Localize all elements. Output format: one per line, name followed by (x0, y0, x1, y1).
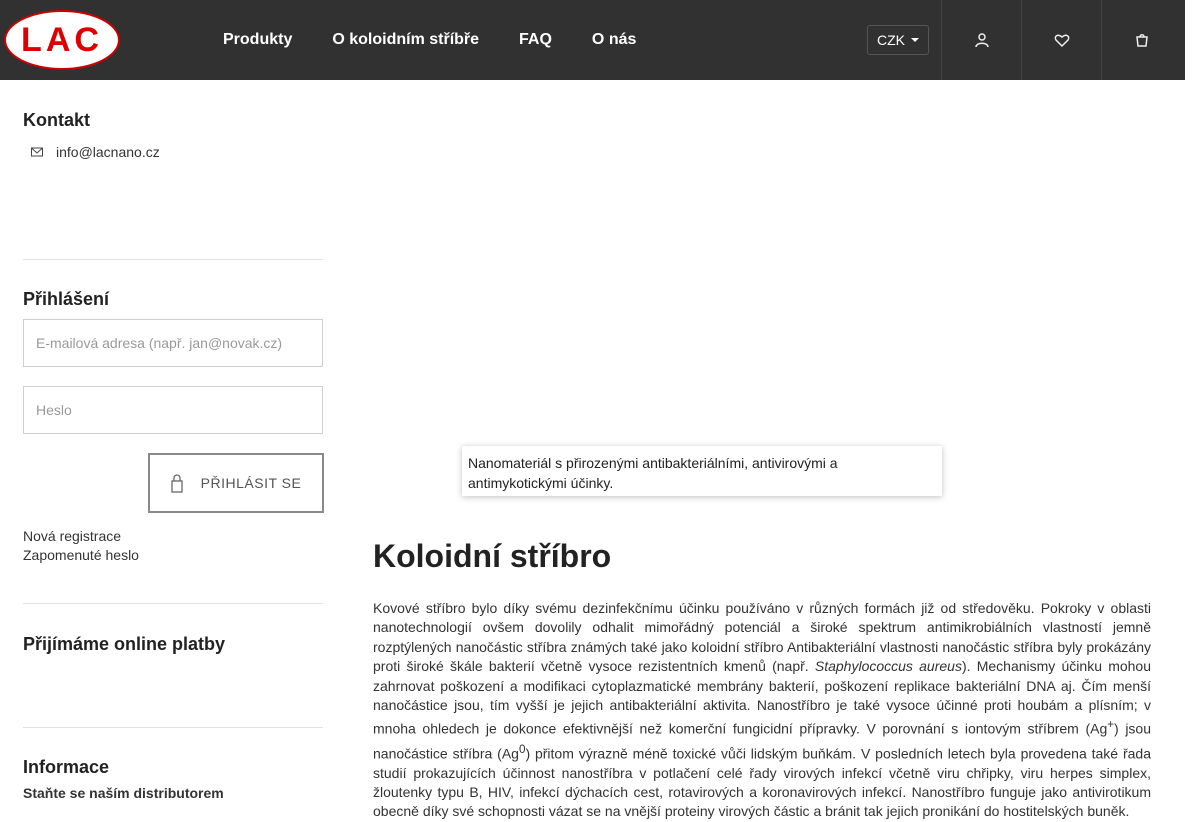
contact-email-row[interactable] (31, 144, 160, 160)
article-italic: Staphylococcus aureus (814, 658, 962, 675)
article-text: obecně díky své schopnosti vázat se na vnější proteiny virových částic a bránit tak jejich pronikání do hostitelských buněk. (373, 803, 1130, 820)
article-text: ) přitom výrazně méně toxické vůči lidským buňkám. V posledních letech byla provedena také řada studií prokazujících účinnost nanostříbra v potlačení celé řady virových infekcí včetně viru chřipky, viru herpes simplex, žloutenky typu B, HIV, infekcí dýchacích cest, rotavirových a koronavirových infekcí. Nanostříbro funguje jako antivirotikum (373, 745, 1151, 800)
cart-button[interactable] (1101, 0, 1181, 80)
nav-item-o-nas[interactable]: O nás (591, 31, 637, 48)
forgot-password-link[interactable]: Zapomenuté heslo (23, 547, 139, 563)
banner-caption: Nanomateriál s přirozenými antibakteriálními, antivirovými a antimykotickými účinky. (462, 446, 942, 496)
divider (23, 259, 323, 260)
cart-icon (1134, 32, 1150, 48)
site-header (0, 0, 1185, 80)
logo-text: LAC (21, 20, 103, 59)
password-field[interactable] (23, 386, 323, 434)
login-title: Přihlášení (23, 289, 110, 309)
nav-item-koloidni-stribro[interactable]: O koloidním stříbře (332, 31, 480, 48)
payments-title: Přijímáme online platby (23, 634, 226, 654)
chevron-down-icon (911, 38, 919, 42)
contact-email: info@lacnano.cz (56, 144, 160, 160)
currency-value: CZK (877, 32, 905, 48)
distributor-link[interactable]: Staňte se naším distributorem (23, 785, 224, 801)
article-text: ) jsou nanočástice stříbra (Ag (373, 721, 1151, 762)
article-text: ). Mechanismy účinku mohou zahrnovat poškození a modifikaci cytoplazmatické membrány bakterií, poškození replikace bakteriální DNA aj. Čím menší nanočástice jsou, tím vyšší je jejich antibakteriální aktivita. Nanostříbro je také vysoce účinné proti houbám a plísním; v mnoha ohledech je dokonce efektivnější než komerční fungicidní přípravky. V porovnání s iontovým stříbrem (Ag (373, 658, 1151, 738)
page-title: Koloidní stříbro (373, 538, 612, 574)
divider (23, 603, 323, 604)
lock-icon (171, 473, 183, 493)
login-button[interactable] (148, 453, 324, 513)
account-button[interactable] (941, 0, 1021, 80)
wishlist-button[interactable] (1021, 0, 1101, 80)
nav-item-produkty[interactable]: Produkty (223, 31, 293, 48)
currency-select[interactable] (867, 25, 929, 55)
main-nav (223, 0, 676, 80)
email-field[interactable] (23, 319, 323, 367)
contact-title: Kontakt (23, 110, 90, 130)
envelope-icon (31, 146, 43, 158)
heart-icon (1054, 32, 1070, 48)
divider (23, 727, 323, 728)
nav-item-faq[interactable]: FAQ (519, 31, 552, 48)
login-button-label: PŘIHLÁSIT SE (200, 475, 302, 491)
article-text: Kovové stříbro bylo díky svému dezinfekčnímu účinku používáno v různých formách již od středověku. Pokroky v oblasti nanotechnologií ovšem dovolily odhalit mimořádný potenciál a široké spektrum antimikrobiálních vlastností jemně rozptýlených nanočástic stříbra známých také jako koloidní stříbro Antibakteriální vlastnosti nanočástic stříbra byly prokázány proti široké škále bakterií včetně vysoce rezistentních kmenů (např. (373, 600, 1151, 675)
article-superscript: + (1107, 718, 1115, 732)
article-paragraph (373, 599, 1151, 822)
register-link[interactable]: Nová registrace (23, 528, 122, 544)
logo[interactable] (4, 10, 120, 70)
user-icon (974, 32, 990, 48)
article-superscript: 0 (518, 742, 526, 756)
info-title: Informace (23, 757, 110, 777)
